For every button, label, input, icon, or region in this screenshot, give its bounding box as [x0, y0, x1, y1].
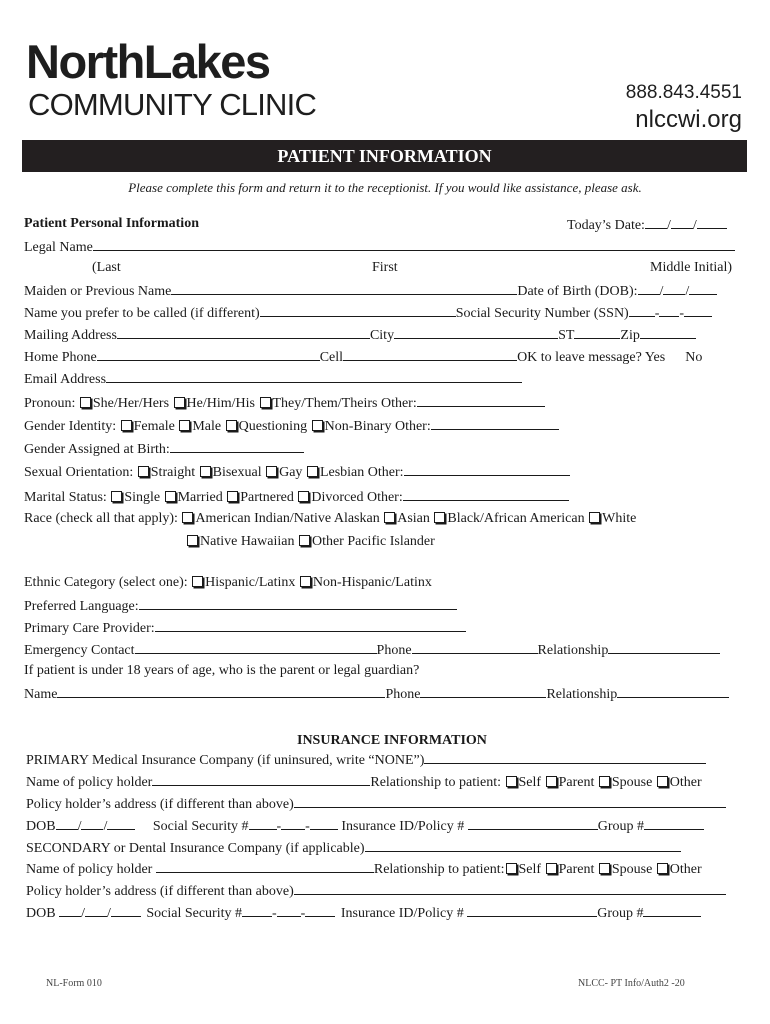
checkbox[interactable]	[307, 466, 318, 477]
dob-label: DOB	[26, 906, 56, 921]
relationship-option: Other	[669, 775, 702, 790]
dob-input[interactable]	[59, 904, 81, 917]
holder-address-label: Policy holder’s address (if different than above)	[26, 797, 294, 812]
guardian-question: If patient is under 18 years of age, who is the parent or legal guardian?	[24, 663, 420, 678]
gender-option: Non-Binary	[324, 419, 392, 434]
checkbox[interactable]	[80, 397, 91, 408]
ethnic-label: Ethnic Category (select one):	[24, 575, 188, 590]
legal-name-label: Legal Name	[24, 240, 93, 255]
preferred-name-label: Name you prefer to be called (if different)	[24, 306, 260, 321]
checkbox[interactable]	[506, 863, 517, 874]
ss-input[interactable]	[310, 817, 338, 830]
dob-input[interactable]	[81, 817, 103, 830]
orientation-option: Lesbian	[319, 465, 365, 480]
holder-input[interactable]	[156, 860, 374, 873]
holder-label: Name of policy holder	[26, 775, 153, 790]
dob-label: Date of Birth (DOB):	[517, 284, 638, 299]
orientation-other-label: Other:	[367, 465, 404, 480]
logo-subtitle: COMMUNITY CLINIC	[28, 87, 317, 122]
checkbox[interactable]	[182, 512, 193, 523]
pronoun-label: Pronoun:	[24, 396, 76, 411]
primary-policy-row: DOB / / Social Security # - - Insurance ID/Policy # Group #	[26, 817, 704, 835]
ok-message-label[interactable]: OK to leave message? Yes	[517, 350, 666, 365]
race-option: Other Pacific Islander	[311, 534, 435, 549]
checkbox[interactable]	[300, 576, 311, 587]
checkbox[interactable]	[657, 863, 668, 874]
relationship-option: Spouse	[611, 775, 653, 790]
relationship-option: Other	[669, 862, 702, 877]
dob-input[interactable]	[111, 904, 141, 917]
race-row-2	[186, 534, 435, 550]
race-option: Black/African American	[447, 511, 585, 526]
section-heading-insurance: INSURANCE INFORMATION	[297, 733, 487, 748]
gender-option: Male	[192, 419, 222, 434]
home-phone-label: Home Phone	[24, 350, 97, 365]
checkbox[interactable]	[298, 491, 309, 502]
relationship-option: Parent	[558, 775, 595, 790]
gender-option: Female	[133, 419, 175, 434]
ss-input[interactable]	[242, 904, 272, 917]
secondary-policy-row: DOB / / Social Security # - - Insurance ID/Policy # Group #	[26, 904, 701, 922]
checkbox[interactable]	[138, 466, 149, 477]
home-phone-field[interactable]	[24, 348, 702, 366]
emergency-label: Emergency Contact	[24, 643, 135, 658]
relationship-option: Spouse	[611, 862, 653, 877]
preferred-name-field[interactable]: Name you prefer to be called (if different) Social Security Number (SSN) - -	[24, 304, 712, 322]
footer-form-id: NL-Form 010	[46, 978, 102, 989]
maiden-name-label: Maiden or Previous Name	[24, 284, 172, 299]
primary-holder-row	[26, 773, 702, 791]
holder-address-label: Policy holder’s address (if different than above)	[26, 884, 294, 899]
pronoun-other-input[interactable]	[417, 394, 545, 407]
ok-message-no[interactable]: No	[685, 350, 703, 365]
maiden-name-field[interactable]: Maiden or Previous Name Date of Birth (DOB): / /	[24, 282, 717, 300]
checkbox[interactable]	[506, 776, 517, 787]
todays-date-label: Today’s Date:	[567, 218, 645, 233]
dob-input[interactable]	[56, 817, 78, 830]
checkbox[interactable]	[187, 535, 198, 546]
ethnic-option: Non-Hispanic/Latinx	[312, 575, 432, 590]
checkbox[interactable]	[226, 420, 237, 431]
race-label: Race (check all that apply):	[24, 511, 178, 526]
holder-input[interactable]	[152, 773, 370, 786]
marital-option: Married	[177, 490, 223, 505]
race-row	[24, 511, 636, 527]
last-name-caption: (Last	[92, 260, 121, 275]
checkbox[interactable]	[312, 420, 323, 431]
ethnic-option: Hispanic/Latinx	[205, 575, 296, 590]
checkbox[interactable]	[299, 535, 310, 546]
mailing-address-field[interactable]	[24, 326, 696, 344]
orientation-option: Bisexual	[212, 465, 262, 480]
guardian-name-label: Name	[24, 687, 58, 702]
guardian-relationship-label: Relationship	[546, 687, 618, 702]
marital-other-input[interactable]	[403, 488, 569, 501]
dob-label: DOB	[26, 819, 56, 834]
secondary-insurance-field[interactable]	[26, 839, 681, 857]
email-label: Email Address	[24, 372, 107, 387]
policy-id-label: Insurance ID/Policy #	[341, 819, 465, 834]
first-name-caption: First	[372, 260, 398, 275]
ss-input[interactable]	[277, 904, 301, 917]
middle-initial-caption: Middle Initial)	[650, 260, 733, 275]
holder-label: Name of policy holder	[26, 862, 153, 877]
relationship-label: Relationship to patient:	[373, 862, 505, 877]
relationship-label: Relationship to patient:	[370, 775, 502, 790]
gender-row	[24, 417, 559, 435]
ss-input[interactable]	[281, 817, 305, 830]
marital-option: Divorced	[311, 490, 364, 505]
checkbox[interactable]	[165, 491, 176, 502]
gender-birth-field[interactable]	[24, 440, 304, 458]
ss-label: Social Security #	[146, 906, 242, 921]
marital-other-label: Other:	[366, 490, 403, 505]
checkbox[interactable]	[599, 863, 610, 874]
pronoun-other-label: Other:	[380, 396, 417, 411]
checkbox[interactable]	[111, 491, 122, 502]
marital-option: Partnered	[240, 490, 294, 505]
checkbox[interactable]	[200, 466, 211, 477]
group-label: Group #	[597, 906, 644, 921]
instructions: Please complete this form and return it to the receptionist. If you would like assistance, please ask.	[128, 180, 642, 195]
checkbox[interactable]	[589, 512, 600, 523]
relationship-option: Self	[518, 862, 542, 877]
gender-birth-label: Gender Assigned at Birth:	[24, 442, 170, 457]
orientation-option: Gay	[279, 465, 303, 480]
checkbox[interactable]	[546, 863, 557, 874]
pronoun-option: She/Her/Hers	[92, 396, 170, 411]
checkbox[interactable]	[192, 576, 203, 587]
checkbox[interactable]	[384, 512, 395, 523]
cell-label: Cell	[319, 350, 344, 365]
todays-date-field[interactable]: Today’s Date: / /	[567, 216, 727, 234]
ss-input[interactable]	[249, 817, 277, 830]
gender-label: Gender Identity:	[24, 419, 117, 434]
policy-id-input[interactable]	[467, 904, 597, 917]
orientation-label: Sexual Orientation:	[24, 465, 134, 480]
race-option: Native Hawaiian	[200, 534, 295, 549]
checkbox[interactable]	[657, 776, 668, 787]
race-option: White	[602, 511, 637, 526]
clinic-website: nlccwi.org	[635, 106, 742, 133]
emergency-contact-field[interactable]	[24, 641, 720, 659]
dob-input[interactable]	[107, 817, 135, 830]
state-label: ST	[558, 328, 575, 343]
group-input[interactable]	[644, 817, 704, 830]
pronoun-row	[24, 394, 545, 412]
clinic-phone: 888.843.4551	[625, 82, 742, 103]
footer-form-version: NLCC- PT Info/Auth2 -20	[578, 978, 685, 989]
primary-insurance-label: PRIMARY Medical Insurance Company (if uninsured, write “NONE”)	[26, 753, 425, 768]
section-heading-personal: Patient Personal Information	[24, 216, 199, 231]
guardian-phone-label: Phone	[385, 687, 421, 702]
policy-id-label: Insurance ID/Policy #	[340, 906, 464, 921]
guardian-name-field[interactable]	[24, 685, 729, 703]
marital-label: Marital Status:	[24, 490, 107, 505]
pronoun-option: He/Him/His	[186, 396, 255, 411]
logo-title: NorthLakes	[26, 35, 270, 88]
primary-holder-address-field[interactable]	[26, 795, 726, 813]
secondary-holder-address-field[interactable]	[26, 882, 726, 900]
relationship-option: Self	[518, 775, 542, 790]
city-label: City	[369, 328, 395, 343]
mailing-address-label: Mailing Address	[24, 328, 117, 343]
race-option: American Indian/Native Alaskan	[195, 511, 380, 526]
legal-name-field[interactable]	[24, 238, 735, 256]
orientation-option: Straight	[150, 465, 196, 480]
checkbox[interactable]	[546, 776, 557, 787]
emergency-phone-label: Phone	[376, 643, 412, 658]
checkbox[interactable]	[121, 420, 132, 431]
orientation-row	[24, 463, 570, 481]
checkbox[interactable]	[434, 512, 445, 523]
relationship-option: Parent	[558, 862, 595, 877]
zip-label: Zip	[620, 328, 640, 343]
language-field[interactable]	[24, 597, 457, 615]
pcp-label: Primary Care Provider:	[24, 621, 155, 636]
race-option: Asian	[397, 511, 430, 526]
pronoun-option: They/Them/Theirs	[272, 396, 378, 411]
ethnic-row	[24, 575, 432, 591]
checkbox[interactable]	[227, 491, 238, 502]
gender-option: Questioning	[238, 419, 308, 434]
secondary-holder-row	[26, 860, 702, 878]
group-label: Group #	[597, 819, 644, 834]
checkbox[interactable]	[599, 776, 610, 787]
secondary-insurance-label: SECONDARY or Dental Insurance Company (if applicable)	[26, 841, 365, 856]
checkbox[interactable]	[174, 397, 185, 408]
checkbox[interactable]	[179, 420, 190, 431]
checkbox[interactable]	[260, 397, 271, 408]
gender-other-label: Other:	[394, 419, 431, 434]
ssn-label: Social Security Number (SSN)	[455, 306, 629, 321]
checkbox[interactable]	[266, 466, 277, 477]
policy-id-input[interactable]	[468, 817, 598, 830]
marital-row	[24, 488, 569, 506]
orientation-other-input[interactable]	[404, 463, 570, 476]
dob-input[interactable]	[85, 904, 107, 917]
marital-option: Single	[124, 490, 161, 505]
emergency-relationship-label: Relationship	[537, 643, 609, 658]
primary-insurance-field[interactable]	[26, 751, 706, 769]
language-label: Preferred Language:	[24, 599, 139, 614]
pcp-field[interactable]	[24, 619, 466, 637]
group-input[interactable]	[643, 904, 701, 917]
email-field[interactable]	[24, 370, 522, 388]
page-title: PATIENT INFORMATION	[22, 140, 747, 172]
gender-other-input[interactable]	[431, 417, 559, 430]
ss-label: Social Security #	[152, 819, 249, 834]
ss-input[interactable]	[305, 904, 335, 917]
